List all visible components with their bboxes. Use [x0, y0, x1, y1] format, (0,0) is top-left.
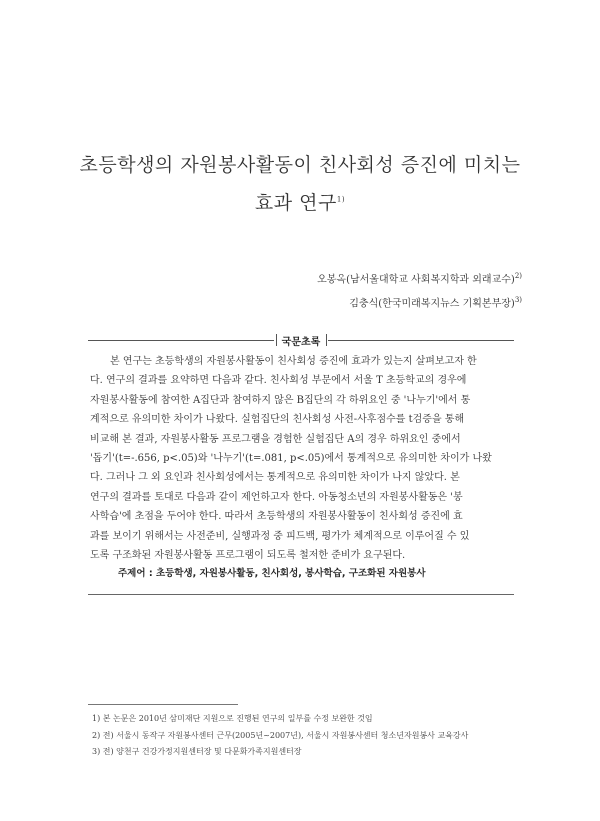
- abstract-line: 계적으로 유의미한 차이가 나왔다. 실험집단의 친사회성 사전-사후점수를 t검증을 통해: [90, 414, 465, 426]
- abstract-line: '돕기'(t=-.656, p<.05)와 '나누기'(t=.081, p<.05)에서 통계적으로 유의미한 차이가 나왔: [90, 453, 492, 465]
- footnote-3: 3) 전) 양천구 건강가정지원센터장 및 다문화가족지원센터장: [92, 747, 302, 756]
- abstract-body: [90, 352, 514, 565]
- abstract-line: 사학습'에 초점을 두어야 한다. 따라서 초등학생의 자원봉사활동이 친사회성 증진에 효: [90, 511, 463, 523]
- abstract-heading-bar: [88, 332, 514, 348]
- abstract-line: 다. 연구의 결과를 요약하면 다음과 같다. 친사회성 부문에서 서울 T 초등학교의 경우에: [90, 375, 467, 387]
- author-list: [317, 266, 522, 315]
- author-1-footnote-marker: 2): [514, 272, 522, 280]
- abstract-line: 도록 구조화된 자원봉사활동 프로그램이 되도록 철저한 준비가 요구된다.: [90, 550, 406, 562]
- abstract-line: 비교해 본 결과, 자원봉사활동 프로그램을 경험한 실험집단 A의 경우 하위요인 중에서: [90, 433, 461, 445]
- abstract-line: 본 연구는 초등학생의 자원봉사활동이 친사회성 증진에 효과가 있는지 살펴보고자 한: [110, 356, 477, 367]
- author-2: 김충식(한국미래복지뉴스 기획본부장)$^{3)}$: [349, 296, 522, 310]
- paper-title-line-2: [60, 188, 540, 215]
- abstract-heading-rule-right: [328, 340, 514, 341]
- paper-title-line-1: 초등학생의 자원봉사활동이 친사회성 증진에 미치는: [79, 154, 521, 176]
- abstract-bottom-rule: [88, 594, 514, 595]
- title-footnote-marker: 1): [336, 195, 346, 204]
- abstract-line: 다. 그러나 그 외 요인과 친사회성에서는 통계적으로 유의미한 차이가 나지 않았다. 본: [90, 472, 460, 484]
- abstract-line: 과를 보이기 위해서는 사전준비, 실행과정 중 피드백, 평가가 체계적으로 이루어질 수 있: [90, 530, 470, 542]
- author-2-footnote-marker: 3): [514, 296, 522, 305]
- abstract-line: 연구의 결과를 토대로 다음과 같이 제언하고자 한다. 아동청소년의 자원봉사활동은 '봉: [90, 491, 463, 503]
- keywords: 주제어 : 초등학생, 자원봉사활동, 친사회성, 봉사학습, 구조화된 자원봉사: [118, 568, 426, 579]
- abstract-heading: 국문초록: [281, 337, 321, 348]
- abstract-heading-bracket-left: [276, 334, 277, 346]
- footnote-separator: [88, 704, 238, 705]
- abstract-heading-bracket-right: [326, 334, 327, 346]
- author-1: 오봉옥(남서울대학교 사회복지학과 외래교수)$^{2)}$: [317, 272, 522, 286]
- footnote-2: 2) 전) 서울시 동작구 자원봉사센터 근무(2005년~2007년), 서울시 자원봉사센터 청소년자원봉사 교육강사: [92, 730, 469, 740]
- footnotes: [92, 711, 468, 761]
- paper-title-text: 효과 연구: [254, 192, 337, 214]
- abstract-line: 자원봉사활동에 참여한 A집단과 참여하지 않은 B집단의 각 하위요인 중 '나누기'에서 통: [90, 394, 471, 406]
- footnote-1: 1) 본 논문은 2010년 삼미재단 지원으로 진행된 연구의 일부를 수정 보완한 것임: [92, 714, 373, 723]
- abstract-heading-rule-left: [88, 340, 274, 341]
